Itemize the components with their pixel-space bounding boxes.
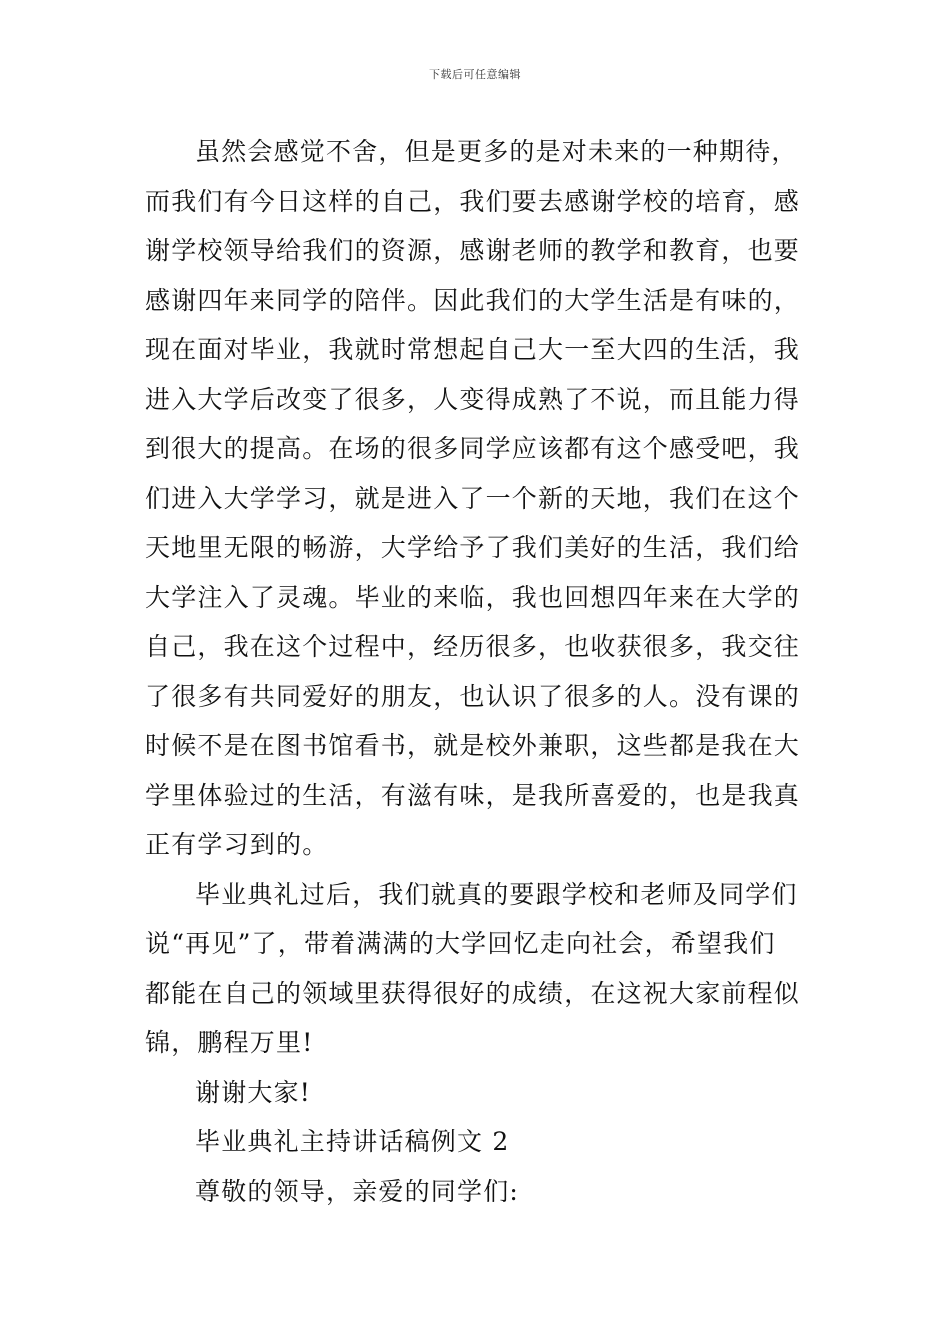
- thanks-line: 谢谢大家!: [195, 1077, 312, 1107]
- salutation: 尊敬的领导，亲爱的同学们:: [195, 1176, 520, 1206]
- text-line: 都能在自己的领域里获得很好的成绩，在这祝大家前程似: [145, 978, 801, 1008]
- text-line: 锦，鹏程万里!: [145, 1028, 314, 1057]
- text-line: 天地里无限的畅游，大学给予了我们美好的生活，我们给: [145, 533, 801, 562]
- text-line: 自己，我在这个过程中，经历很多，也收获很多，我交往: [145, 632, 801, 661]
- text-line: 毕业典礼过后，我们就真的要跟学校和老师及同学们: [195, 879, 798, 909]
- text-line: 时候不是在图书馆看书，就是校外兼职，这些都是我在大: [145, 731, 801, 760]
- text-line: 说“再见”了，带着满满的大学回忆走向社会，希望我们: [145, 929, 776, 958]
- text-line: 进入大学后改变了很多，人变得成熟了不说，而且能力得: [145, 384, 801, 414]
- text-line: 学里体验过的生活，有滋有味，是我所喜爱的，也是我真: [145, 780, 801, 810]
- document-body: [145, 127, 810, 1216]
- page-header-note: 下载后可任意编辑: [429, 68, 521, 81]
- text-line: 而我们有今日这样的自己，我们要去感谢学校的培育，感: [145, 186, 801, 216]
- text-line: 们进入大学学习，就是进入了一个新的天地，我们在这个: [145, 483, 801, 513]
- text-line: 谢学校领导给我们的资源，感谢老师的教学和教育，也要: [145, 236, 801, 265]
- paragraph-2: [145, 870, 810, 1068]
- text-line: 现在面对毕业，我就时常想起自己大一至大四的生活，我: [145, 335, 801, 364]
- text-line: 了很多有共同爱好的朋友，也认识了很多的人。没有课的: [145, 681, 801, 711]
- text-line: 到很大的提高。在场的很多同学应该都有这个感受吧，我: [145, 434, 801, 463]
- text-line: 感谢四年来同学的陪伴。因此我们的大学生活是有味的，: [145, 285, 801, 315]
- text-line: 正有学习到的。: [145, 830, 329, 859]
- paragraph-1: [145, 127, 810, 870]
- text-line: 大学注入了灵魂。毕业的来临，我也回想四年来在大学的: [145, 582, 801, 612]
- text-line: 虽然会感觉不舍，但是更多的是对未来的一种期待，: [195, 137, 798, 166]
- section-title: 毕业典礼主持讲话稿例文 2: [195, 1127, 510, 1156]
